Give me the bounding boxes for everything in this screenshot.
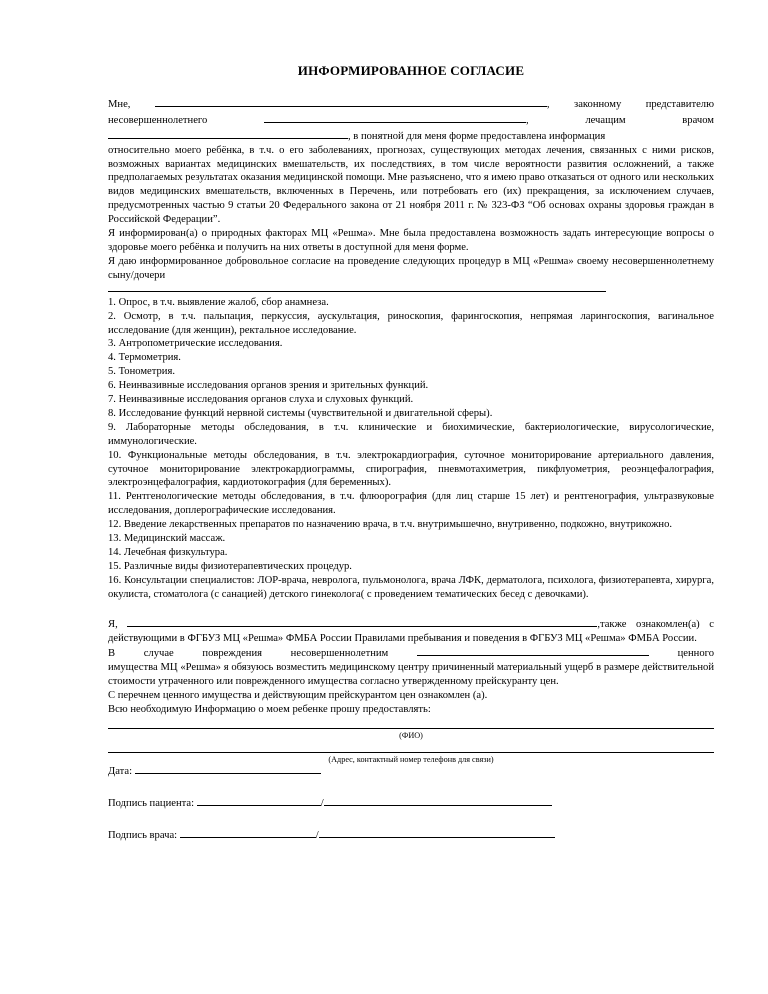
- procedure-item: 14. Лечебная физкультура.: [108, 547, 228, 558]
- fio-line[interactable]: [108, 717, 714, 729]
- procedure-item: 7. Неинвазивные исследования органов слуха и слуховых функций.: [108, 394, 414, 406]
- consent-paragraph: Я даю информированное добровольное согласие на проведение следующих процедур в МЦ «Решма» своему несовершеннолетнему сыну/дочери: [108, 255, 714, 281]
- patient-sign-row: [108, 795, 714, 811]
- intro-minor: несовершеннолетнего: [108, 114, 208, 126]
- procedure-item: 11. Рентгенологические методы обследования, в т.ч. флюорография (для лиц старше 15 лет) и рентгенография, ультразвуковые исследования, доплерографические исследования.: [108, 491, 714, 517]
- doctor-sign-line[interactable]: [180, 827, 316, 838]
- consent-document: [108, 64, 714, 843]
- intro-representative: , законному представителю: [546, 98, 714, 110]
- address-caption: (Адрес, контактный номер телефонв для связи): [328, 754, 494, 764]
- rules-ya: Я,: [108, 618, 118, 630]
- procedure-item: 5. Тонометрия.: [108, 366, 175, 378]
- date-row: [108, 763, 714, 779]
- patient-name-line[interactable]: [324, 795, 552, 806]
- child-name-line[interactable]: [108, 283, 606, 292]
- rules-acquainted: ,также ознакомлен(а) с: [597, 618, 714, 630]
- patient-sign-slash: /: [320, 797, 324, 809]
- doctor-sign-row: [108, 827, 714, 843]
- procedure-item: 13. Медицинский массаж.: [108, 533, 226, 545]
- intro-line-1: [108, 96, 714, 112]
- address-line[interactable]: [108, 751, 714, 753]
- damage-line-1: [108, 645, 714, 661]
- doctor-sign-label: Подпись врача:: [108, 829, 178, 841]
- intro-paragraph: относительно моего ребёнка, в т.ч. о его заболеваниях, прогнозах, существующих методах лечения, связанных с ними рисков, возможных вариантах медицинских вмешательств, их последствиях, в том числе вероятности развития осложнений, а также предполагаемых результатах оказания медицинской помощи. Мне разъяснено, что я имею право отказаться от одного или нескольких видов медицинских вмешательств, включенных в Перечень, или потребовать его (их) прекращения, за исключением случаев, предусмотренных частью 9 статьи 20 Федерального закона от 21 ноября 2011 г. № 323-ФЗ “Об основах охраны здоровья граждан в Российской Федерации”.: [108, 144, 714, 226]
- doctor-name-line-bottom[interactable]: [319, 827, 555, 838]
- prices-paragraph: С перечнем ценного имущества и действующим прейскурантом цен ознакомлен (а).: [108, 690, 488, 702]
- patient-sign-label: Подпись пациента:: [108, 797, 195, 809]
- doctor-sign-slash: /: [315, 829, 319, 841]
- intro-info-provided: , в понятной для меня форме предоставлена информация: [348, 130, 606, 142]
- damage-minor-line[interactable]: [417, 645, 649, 656]
- procedure-item: 6. Неинвазивные исследования органов зрения и зрительных функций.: [108, 380, 429, 392]
- date-label: Дата:: [108, 765, 133, 777]
- procedures-list: [108, 296, 714, 602]
- minor-name-line[interactable]: [264, 112, 526, 123]
- date-line[interactable]: [135, 763, 321, 774]
- fio-caption: (ФИО): [399, 730, 423, 740]
- rules-name-line[interactable]: [127, 616, 597, 627]
- informed-paragraph: Я информирован(а) о природных факторах МЦ «Решма». Мне была предоставлена возможность задать интересующие вопросы о здоровье моего ребёнка и получить на них ответы в доступной для меня форме.: [108, 228, 714, 253]
- intro-me: Мне,: [108, 98, 131, 110]
- procedure-item: 8. Исследование функций нервной системы (чувствительной и двигательной сферы).: [108, 407, 493, 419]
- intro-line-3: [108, 128, 714, 144]
- procedure-item: 9. Лабораторные методы обследования, в т.ч. клинические и биохимические, бактериологические, вирусологические, иммунологические.: [108, 421, 714, 447]
- rules-paragraph: действующими в ФГБУЗ МЦ «Решма» ФМБА России Правилами пребывания и поведения в ФГБУЗ МЦ «Решма» ФМБА России.: [108, 632, 697, 644]
- procedure-item: 2. Осмотр, в т.ч. пальпация, перкуссия, аускультация, риноскопия, фарингоскопия, непрямая ларингоскопия, вагинальное исследование (для женщин), ректальное исследование.: [108, 310, 714, 336]
- procedure-item: 3. Антропометрические исследования.: [108, 338, 283, 350]
- damage-valuable: ценного: [677, 648, 714, 660]
- intro-line-2: [108, 112, 714, 128]
- patient-sign-line[interactable]: [197, 795, 321, 806]
- procedure-item: 4. Термометрия.: [108, 352, 181, 364]
- procedure-item: 1. Опрос, в т.ч. выявление жалоб, сбор анамнеза.: [108, 296, 329, 308]
- procedure-item: 15. Различные виды физиотерапевтических процедур.: [108, 560, 352, 572]
- procedure-item: 16. Консультации специалистов: ЛОР-врача, невролога, пульмонолога, врача ЛФК, дерматолога, психолога, физиотерапевта, хирурга, окулиста, стоматолога (с санацией) детского гинеколога( с проведением тематических бесед с девочками).: [108, 574, 714, 600]
- procedure-item: 10. Функциональные методы обследования, в т.ч. электрокардиография, суточное мониторирование артериального давления, суточное мониторирование электрокардиограммы, спирография, пневмотахиметрия, пикфлуометрия, реоэнцефалография, электроэнцефалография, кардиотокография (для беременных).: [108, 449, 714, 489]
- info-paragraph: Всю необходимую Информацию о моем ребенке прошу предоставлять:: [108, 704, 431, 716]
- damage-text: В случае повреждения несовершеннолетним: [108, 648, 389, 660]
- doctor-name-line[interactable]: [108, 128, 348, 139]
- rules-line-1: [108, 616, 714, 632]
- intro-doctor: , лечащим врачом: [525, 114, 714, 126]
- representative-name-line[interactable]: [155, 96, 547, 107]
- document-title: ИНФОРМИРОВАННОЕ СОГЛАСИЕ: [297, 63, 525, 78]
- damage-paragraph: имущества МЦ «Решма» я обязуюсь возместить медицинскому центру причиненный материальный ущерб в размере действительной стоимости утраченного или поврежденного имущества согласно утвержденному прейскуранту цен.: [108, 662, 714, 688]
- procedure-item: 12. Введение лекарственных препаратов по назначению врача, в т.ч. внутримышечно, внутривенно, подкожно, внутрикожно.: [108, 519, 673, 531]
